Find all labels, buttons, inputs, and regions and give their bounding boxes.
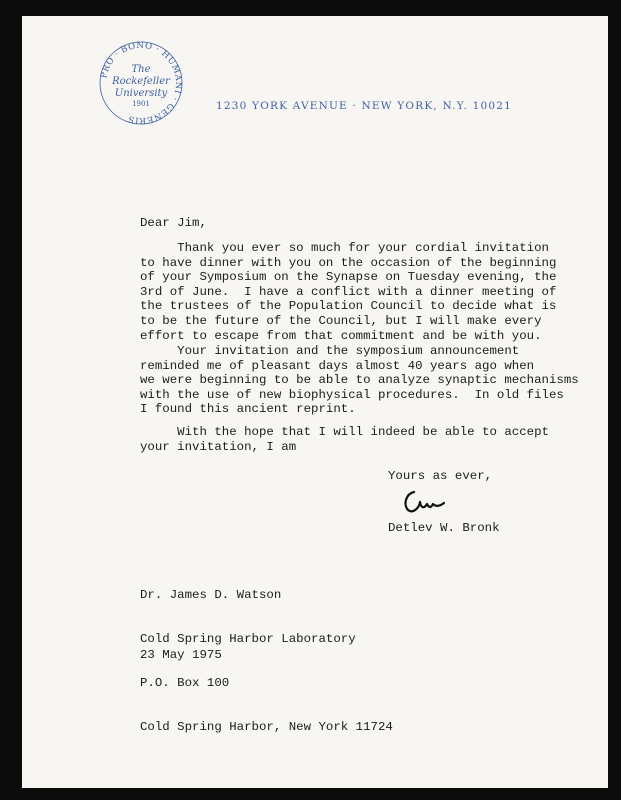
letter-date: 23 May 1975 [140,648,222,662]
closing: Yours as ever, [388,469,493,483]
university-seal-logo [98,40,184,126]
signer-name: Detlev W. Bronk [388,521,500,535]
svg-text:The: The [131,64,151,75]
recipient-institution: Cold Spring Harbor Laboratory [140,631,356,646]
recipient-name: Dr. James D. Watson [140,588,282,603]
paragraph-invitation: Thank you ever so much for your cordial invitation to have dinner with you on the occasion of the beginning of your Symposium on the Synapse on Tuesday evening, the 3rd of June. I have a conflict with a dinner meeting of the trustees of the Population Council to decide what is to be the future of the Council, but I will make every effort to escape from that commitment and be with you. [140,241,557,343]
handwritten-signature [400,486,462,516]
paragraph-hope: With the hope that I will indeed be able to accept your invitation, I am [140,425,549,454]
letterhead-address: 1230 YORK AVENUE · NEW YORK, N.Y. 10021 [216,100,512,112]
letter-page [22,16,608,788]
paragraph-memories: Your invitation and the symposium announcement reminded me of pleasant days almost 40 years ago when we were beginning to be able to analyze synaptic mechanisms with the use of new biophysical procedures. In old files I found this ancient reprint. [140,344,579,417]
svg-text:Rockefeller: Rockefeller [112,76,170,87]
svg-text:University: University [114,88,168,99]
recipient-city: Cold Spring Harbor, New York 11724 [140,719,393,734]
recipient-po-box: P.O. Box 100 [140,675,230,690]
svg-text:1901: 1901 [132,100,150,108]
svg-text:PRO · BONO · HUMANI · GENERIS: PRO · BONO · HUMANI · GENERIS [99,40,184,126]
salutation: Dear Jim, [140,216,207,230]
